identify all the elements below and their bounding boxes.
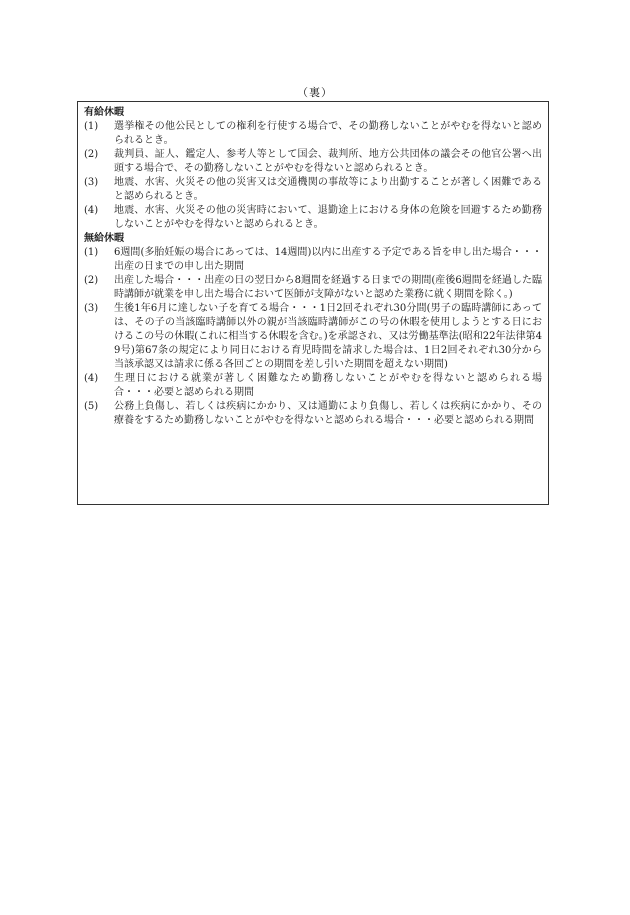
item-text: 6週間(多胎妊娠の場合にあっては、14週間)以内に出産する予定である旨を申し出た場合・・・出産の日までの申し出た期間: [114, 247, 542, 272]
item-number: (4): [84, 373, 99, 384]
item-text: 裁判員、証人、鑑定人、参考人等として国会、裁判所、地方公共団体の議会その他官公署へ出頭する場合で、その勤務しないことがやむを得ないと認められるとき。: [114, 149, 542, 174]
paid-leave-item: [84, 176, 542, 204]
unpaid-leave-item: [84, 246, 542, 274]
unpaid-leave-item: [84, 274, 542, 302]
unpaid-leave-item: [84, 302, 542, 372]
paid-leave-item: [84, 120, 542, 148]
item-text: 生理日における就業が著しく困難なため勤務しないことがやむを得ないと認められる場合・・・必要と認められる期間: [114, 373, 542, 398]
item-text: 生後1年6月に達しない子を育てる場合・・・1日2回それぞれ30分間(男子の臨時講師にあっては、その子の当該臨時講師以外の親が当該臨時講師がこの号の休暇を使用しようとする日におけるこの号の休暇(これに相当する休暇を含む。)を承認され、又は労働基準法(昭和22年法律第49号)第67条の規定により同日における育児時間を請求した場合は、1日2回それぞれ30分から当該承認又は請求に係る各回ごとの期間を差し引いた期間を超えない期間): [114, 303, 542, 370]
unpaid-leave-title: 無給休暇: [84, 233, 124, 244]
item-text: 出産した場合・・・出産の日の翌日から8週間を経過する日までの期間(産後6週間を経過した臨時講師が就業を申し出た場合において医師が支障がないと認めた業務に就く期間を除く。): [114, 275, 542, 300]
item-number: (5): [84, 401, 99, 412]
item-number: (3): [84, 177, 99, 188]
item-text: 選挙権その他公民としての権利を行使する場合で、その勤務しないことがやむを得ないと認められるとき。: [114, 121, 542, 146]
item-number: (1): [84, 121, 99, 132]
unpaid-leave-item: [84, 372, 542, 400]
paid-leave-item: [84, 204, 542, 232]
item-number: (2): [84, 149, 99, 160]
item-number: (4): [84, 205, 99, 216]
item-number: (1): [84, 247, 99, 258]
paid-leave-title: 有給休暇: [84, 107, 124, 118]
item-number: (3): [84, 303, 99, 314]
page-heading: （裏）: [297, 86, 333, 99]
paid-leave-item: [84, 148, 542, 176]
item-text: 公務上負傷し、若しくは疾病にかかり、又は通勤により負傷し、若しくは疾病にかかり、その療養をするため勤務しないことがやむを得ないと認められる場合・・・必要と認められる期間: [114, 401, 542, 426]
leave-rules-box: [77, 101, 549, 505]
item-text: 地震、水害、火災その他の災害又は交通機関の事故等により出勤することが著しく困難であると認められるとき。: [114, 177, 542, 202]
item-number: (2): [84, 275, 99, 286]
item-text: 地震、水害、火災その他の災害時において、退勤途上における身体の危険を回避するため勤務しないことがやむを得ないと認められるとき。: [114, 205, 542, 230]
unpaid-leave-item: [84, 400, 542, 428]
